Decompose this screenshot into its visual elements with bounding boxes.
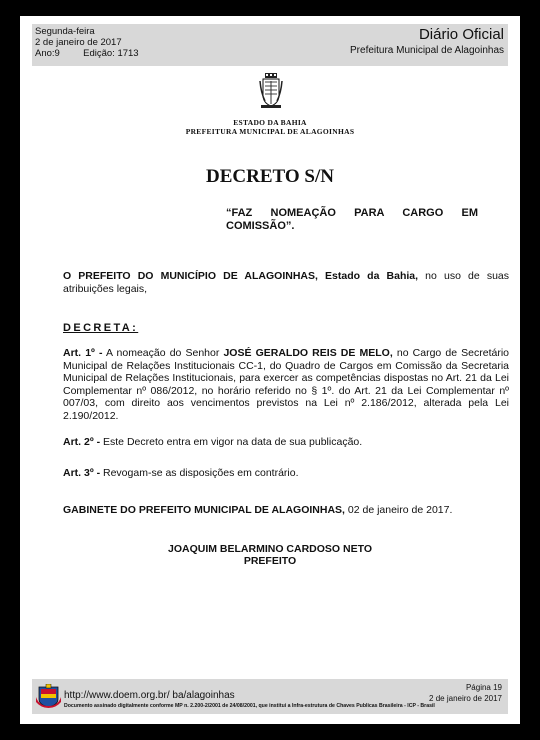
- decree-ementa: “FAZ NOMEAÇÃO PARA CARGO EM COMISSÃO”.: [226, 207, 478, 232]
- edition-info: [35, 26, 139, 59]
- article-1-text-b: no Cargo de Secretário Municipal de Relações Institucionais CC-1, do Quadro de Cargos em Comissão da Secretaria Municipal de Relações Institucionais, para exercer as competências dispostas no Art. 21 da Lei Complementar nº 086/2012, no horário referido no § 1º. do Art. 21 da Lei Complementar nº 007/03, com direito aos vencimentos previstos na Lei nº 2.186/2012, alterada pela Lei 2.190/2012.: [63, 347, 509, 422]
- article-1: [63, 347, 509, 422]
- article-1-label: Art. 1º -: [63, 347, 103, 359]
- document-page: [20, 16, 520, 724]
- signatory-role: PREFEITO: [243, 555, 297, 567]
- decree-title: DECRETO S/N: [206, 166, 334, 187]
- publication-heading: [350, 26, 504, 57]
- preamble-rest: no uso de suas atribuições legais,: [63, 270, 509, 295]
- closing-date: 02 de janeiro de 2017.: [344, 504, 453, 516]
- footer-page-number: Página 19: [465, 683, 502, 692]
- edicao-value: 1713: [117, 48, 139, 59]
- preamble-bold: O PREFEITO DO MUNICÍPIO DE ALAGOINHAS, Estado da Bahia,: [63, 270, 419, 282]
- article-3: [63, 467, 509, 480]
- publication-title: Diário Oficial: [418, 26, 504, 43]
- footer-url-link[interactable]: http://www.doem.org.br/ ba/alagoinhas: [64, 690, 235, 701]
- municipal-logo-icon: [36, 684, 61, 708]
- preamble: [63, 270, 509, 295]
- article-3-label: Art. 3º -: [63, 467, 101, 479]
- decreta-heading: DECRETA:: [63, 322, 139, 334]
- edition-numbers: [35, 48, 139, 59]
- ano-label: Ano:: [35, 48, 55, 59]
- publication-subtitle: Prefeitura Municipal de Alagoinhas: [350, 45, 504, 56]
- footer-date: 2 de janeiro de 2017: [429, 694, 502, 703]
- page-footer: [32, 679, 508, 714]
- emblem-state: ESTADO DA BAHIA: [233, 118, 307, 127]
- emblem-prefeitura: PREFEITURA MUNICIPAL DE ALAGOINHAS: [185, 127, 355, 136]
- ano-value: 9: [54, 48, 60, 59]
- article-2-label: Art. 2º -: [63, 436, 101, 448]
- footer-signature-note: Documento assinado digitalmente conforme MP n. 2.200-2/2001 de 24/08/2001, que institui a Infra-estrutura de Chaves Publicas Brasileira - ICP - Brasil: [64, 703, 435, 709]
- municipal-coat-of-arms-icon: [259, 73, 283, 109]
- article-3-text: Revogam-se as disposições em contrário.: [100, 467, 299, 479]
- article-1-text-a: A nomeação do Senhor: [102, 347, 224, 359]
- page-header: [32, 24, 508, 66]
- edition-weekday: Segunda-feira: [35, 26, 95, 37]
- closing: [63, 504, 509, 517]
- edicao-label: Edição:: [83, 48, 115, 59]
- article-2: [63, 436, 509, 449]
- closing-bold: GABINETE DO PREFEITO MUNICIPAL DE ALAGOINHAS,: [63, 504, 345, 516]
- article-2-text: Este Decreto entra em vigor na data de sua publicação.: [100, 436, 363, 448]
- edition-date: 2 de janeiro de 2017: [35, 37, 122, 48]
- article-1-name: JOSÉ GERALDO REIS DE MELO,: [223, 347, 393, 359]
- signatory-name: JOAQUIM BELARMINO CARDOSO NETO: [168, 543, 372, 555]
- footer-page-info: [429, 682, 502, 704]
